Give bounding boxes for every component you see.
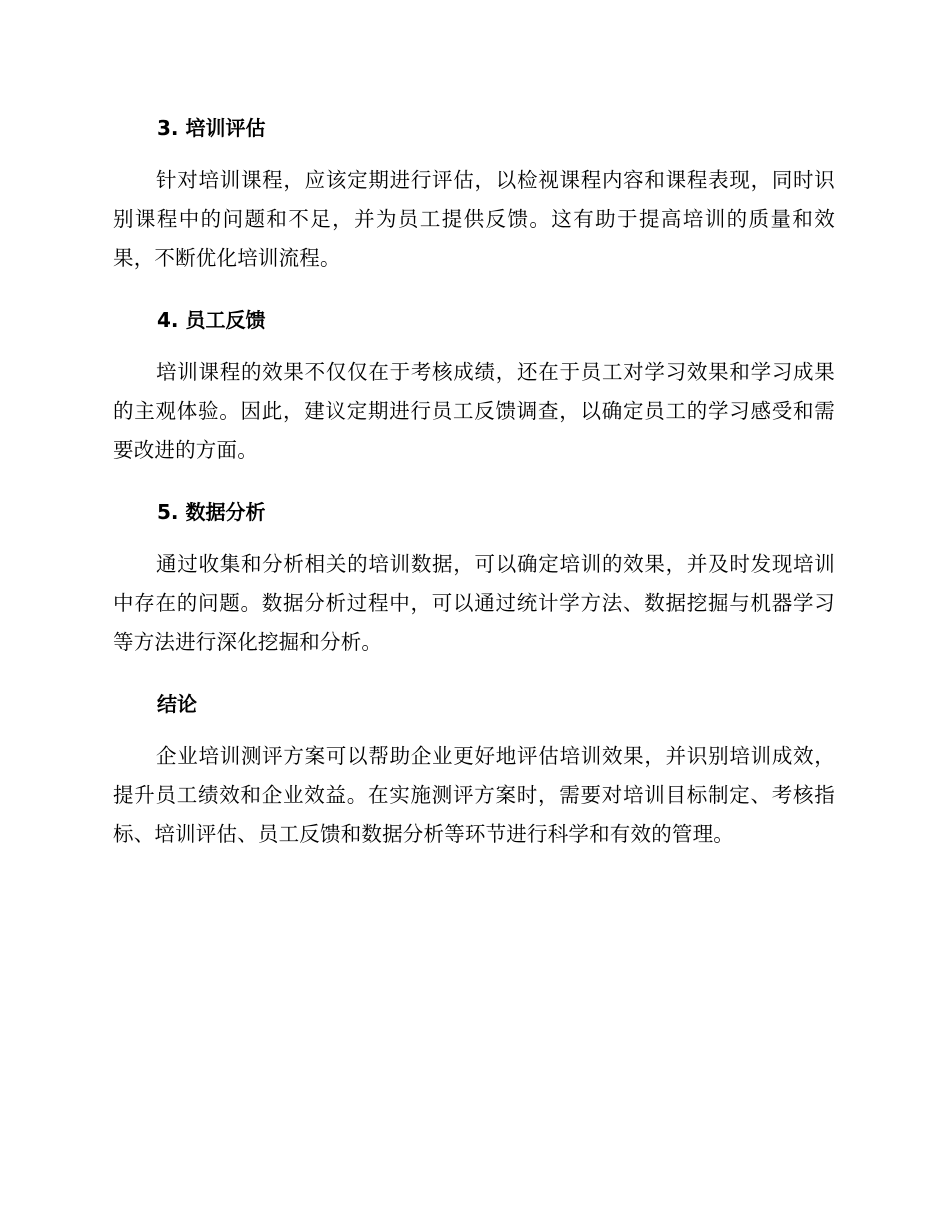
section-heading: 4. 员工反馈 bbox=[157, 308, 266, 332]
section-paragraph: 通过收集和分析相关的培训数据，可以确定培训的效果，并及时发现培训中存在的问题。数据分析过程中，可以通过统计学方法、数据挖掘与机器学习等方法进行深化挖掘和分析。 bbox=[113, 552, 835, 654]
section-heading: 3. 培训评估 bbox=[157, 116, 266, 140]
section-paragraph: 企业培训测评方案可以帮助企业更好地评估培训效果，并识别培训成效，提升员工绩效和企业效益。在实施测评方案时，需要对培训目标制定、考核指标、培训评估、员工反馈和数据分析等环节进行科学和有效的管理。 bbox=[113, 744, 835, 846]
section-heading: 结论 bbox=[157, 692, 197, 716]
section-data-analysis bbox=[113, 492, 835, 684]
section-paragraph: 针对培训课程，应该定期进行评估，以检视课程内容和课程表现，同时识别课程中的问题和不足，并为员工提供反馈。这有助于提高培训的质量和效果，不断优化培训流程。 bbox=[113, 168, 835, 270]
section-paragraph: 培训课程的效果不仅仅在于考核成绩，还在于员工对学习效果和学习成果的主观体验。因此，建议定期进行员工反馈调查，以确定员工的学习感受和需要改进的方面。 bbox=[113, 360, 835, 462]
section-training-evaluation bbox=[113, 108, 835, 300]
section-employee-feedback bbox=[113, 300, 835, 492]
document-page bbox=[113, 108, 835, 876]
section-conclusion bbox=[113, 684, 835, 876]
section-heading: 5. 数据分析 bbox=[157, 500, 266, 524]
